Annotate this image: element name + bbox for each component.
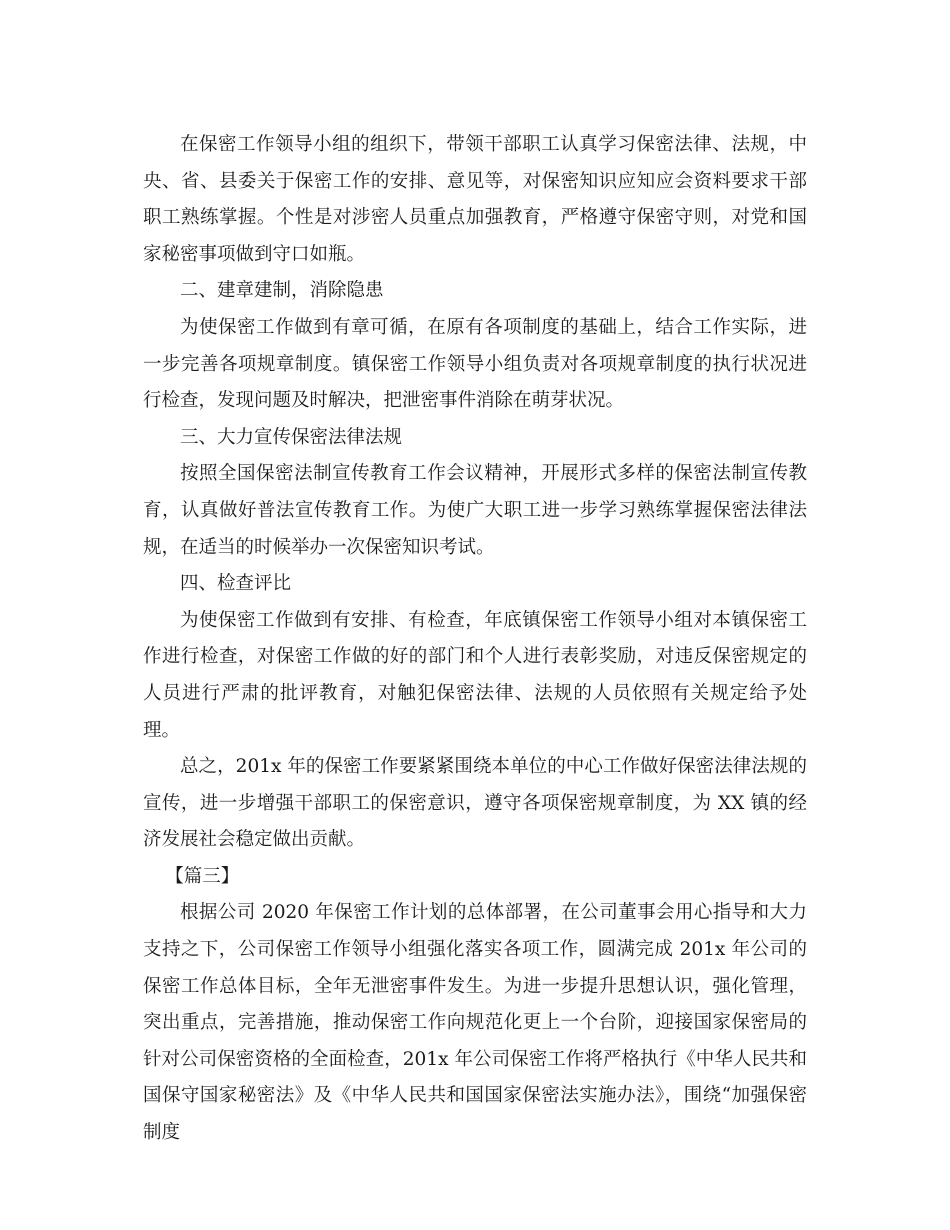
paragraph-inspection: 为使保密工作做到有安排、有检查，年底镇保密工作领导小组对本镇保密工作进行检查，对保密工作做的好的部门和个人进行表彰奖励，对违反保密规定的人员进行严肃的批评教育，对触犯保密法律、法规的人员依照有关规定给予处理。 [143,609,807,741]
paragraph-publicity: 按照全国保密法制宣传教育工作会议精神，开展形式多样的保密法制宣传教育，认真做好普法宣传教育工作。为使广大职工进一步学习熟练掌握保密法律法规，在适当的时候举办一次保密知识考试。 [143,463,807,558]
heading-section-2: 二、建章建制，消除隐患 [180,280,384,302]
paragraph-training: 在保密工作领导小组的组织下，带领干部职工认真学习保密法律、法规，中央、省、县委关于保密工作的安排、意见等，对保密知识应知应会资料要求干部职工熟练掌握。个性是对涉密人员重点加强教育，严格遵守保密守则，对党和国家秘密事项做到守口如瓶。 [143,134,807,265]
paragraph-regulations: 为使保密工作做到有章可循，在原有各项制度的基础上，结合工作实际，进一步完善各项规章制度。镇保密工作领导小组负责对各项规章制度的执行状况进行检查，发现问题及时解决，把泄密事件消除在萌芽状况。 [143,316,807,412]
paragraph-company-plan: 根据公司 2020 年保密工作计划的总体部署，在公司董事会用心指导和大力支持之下，公司保密工作领导小组强化落实各项工作，圆满完成 201x 年公司的保密工作总体目标，全年无泄密事件发生。为进一步提升思想认识，强化管理，突出重点，完善措施，推动保密工作向规范化更上一个台阶，迎接国家保密局的针对公司保密资格的全面检查，201x 年公司保密工作将严格执行《中华人民共和国保守国家秘密法》及《中华人民共和国国家保密法实施办法》，围绕“加强保密制度 [143,902,807,1144]
document-body [143,127,807,1152]
section-marker-part-three: 【篇三】 [165,865,240,887]
paragraph-summary: 总之，201x 年的保密工作要紧紧围绕本单位的中心工作做好保密法律法规的宣传，进一步增强干部职工的保密意识，遵守各项保密规章制度，为 XX 镇的经济发展社会稳定做出贡献。 [143,756,807,851]
heading-section-3: 三、大力宣传保密法律法规 [180,426,403,448]
heading-section-4: 四、检查评比 [180,573,292,595]
